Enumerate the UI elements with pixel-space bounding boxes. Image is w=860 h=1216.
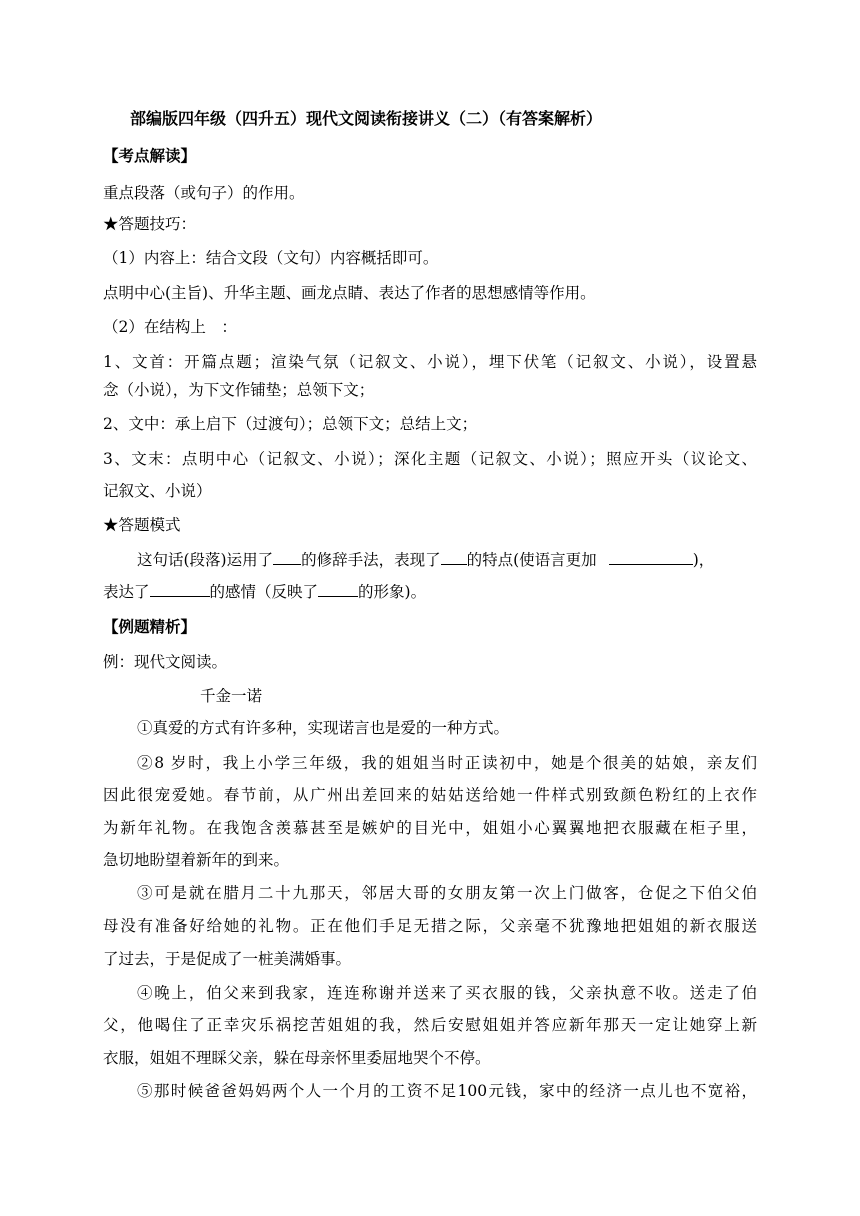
mode-text: 的感情（反映了 bbox=[209, 583, 319, 601]
example-intro: 例：现代文阅读。 bbox=[103, 653, 228, 671]
section-heading-key-points: 【考点解读】 bbox=[103, 146, 197, 165]
section-heading-examples: 【例题精析】 bbox=[103, 617, 197, 636]
answer-mode-line-1 bbox=[137, 550, 714, 570]
story-paragraph-4-line: 衣服，姐姐不理睬父亲，躲在母亲怀里委屈地哭个不停。 bbox=[103, 1049, 491, 1067]
topic-text: 重点段落（或句子）的作用。 bbox=[103, 184, 305, 202]
story-paragraph-2-line: 因此很宠爱她。春节前，从广州出差回来的姑姑送给她一件样式别致颜色粉红的上衣作 bbox=[103, 786, 757, 804]
mode-text: 的形象)。 bbox=[358, 583, 427, 601]
structure-item-1-line-2: 念（小说），为下文作铺垫；总领下文； bbox=[103, 381, 375, 399]
mode-text: 这句话(段落)运用了 bbox=[137, 551, 274, 569]
fill-blank bbox=[609, 550, 693, 565]
story-title: 千金一诺 bbox=[200, 687, 263, 705]
story-paragraph-2-line: 为新年礼物。在我饱含羡慕甚至是嫉妒的目光中，姐姐小心翼翼地把衣服藏在柜子里， bbox=[103, 819, 757, 837]
fill-blank bbox=[273, 550, 301, 565]
fill-blank bbox=[318, 582, 358, 597]
mode-text: 表达了 bbox=[103, 583, 150, 601]
story-paragraph-3-line: ③可是就在腊月二十九那天，邻居大哥的女朋友第一次上门做客，仓促之下伯父伯 bbox=[137, 884, 757, 902]
story-paragraph-1: ①真爱的方式有许多种，实现诺言也是爱的一种方式。 bbox=[137, 719, 510, 737]
structure-item-3-line-2: 记叙文、小说） bbox=[103, 482, 212, 500]
tip-content: （1）内容上：结合文段（文句）内容概括即可。 bbox=[103, 249, 439, 267]
fill-blank bbox=[441, 550, 467, 565]
answer-mode-heading: ★答题模式 bbox=[103, 516, 181, 534]
tip-structure: （2）在结构上 ： bbox=[103, 318, 237, 336]
story-paragraph-4-line: ④晚上，伯父来到我家，连连称谢并送来了买衣服的钱，父亲执意不收。送走了伯 bbox=[137, 984, 757, 1002]
tips-heading: ★答题技巧： bbox=[103, 215, 197, 233]
answer-mode-line-2 bbox=[103, 582, 426, 602]
story-paragraph-2-line: ②8 岁时，我上小学三年级，我的姐姐当时正读初中，她是个很美的姑娘，亲友们 bbox=[137, 754, 757, 772]
mode-text: 的特点(使语言更加 bbox=[466, 551, 597, 569]
structure-item-1-line-1: 1、文首：开篇点题；渲染气氛（记叙文、小说），埋下伏笔（记叙文、小说），设置悬 bbox=[103, 353, 757, 371]
tip-content-detail: 点明中心(主旨)、升华主题、画龙点睛、表达了作者的思想感情等作用。 bbox=[103, 284, 596, 302]
story-paragraph-3-line: 母没有准备好给她的礼物。正在他们手足无措之际，父亲毫不犹豫地把姐姐的新衣服送 bbox=[103, 917, 757, 935]
story-paragraph-3-line: 了过去，于是促成了一桩美满婚事。 bbox=[103, 950, 352, 968]
mode-text: 的修辞手法，表现了 bbox=[301, 551, 441, 569]
document-title: 部编版四年级（四升五）现代文阅读衔接讲义（二）（有答案解析） bbox=[130, 109, 603, 128]
fill-blank bbox=[150, 582, 210, 597]
story-paragraph-5-line: ⑤那时候爸爸妈妈两个人一个月的工资不足100元钱，家中的经济一点儿也不宽裕， bbox=[137, 1082, 757, 1100]
story-paragraph-2-line: 急切地盼望着新年的到来。 bbox=[103, 851, 290, 869]
structure-item-3-line-1: 3、文末：点明中心（记叙文、小说）；深化主题（记叙文、小说）；照应开头（议论文、 bbox=[103, 450, 757, 468]
mode-text: )， bbox=[692, 551, 715, 569]
story-paragraph-4-line: 父，他喝住了正幸灾乐祸挖苦姐姐的我，然后安慰姐姐并答应新年那天一定让她穿上新 bbox=[103, 1016, 757, 1034]
structure-item-2: 2、文中：承上启下（过渡句）；总领下文；总结上文； bbox=[103, 415, 478, 433]
